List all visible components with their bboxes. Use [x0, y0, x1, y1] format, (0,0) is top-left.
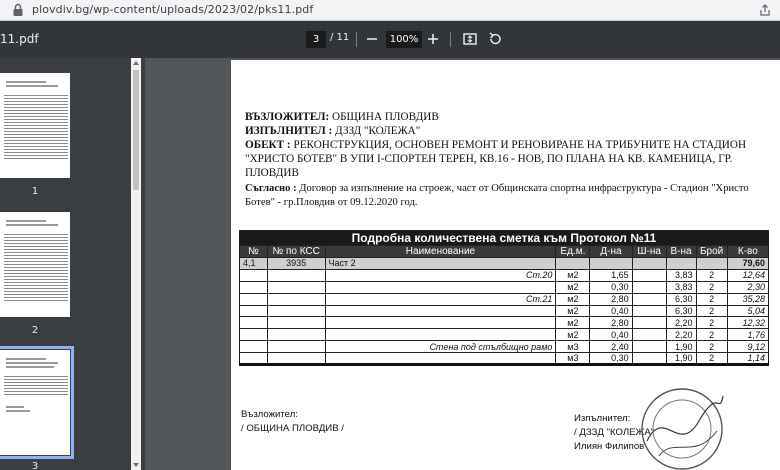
cell-width: [632, 305, 666, 317]
cell-unit: м2: [556, 269, 590, 281]
cell-unit: [556, 258, 590, 270]
cell-height: 6,30: [666, 305, 696, 317]
cell-height: 1,90: [666, 341, 696, 353]
col-header: Ш-на: [632, 246, 666, 258]
cell-no: [240, 341, 268, 353]
thumbnail-label: 1: [31, 186, 39, 197]
zoom-out-icon[interactable]: [363, 30, 381, 48]
scroll-up-icon[interactable]: [133, 61, 139, 65]
cell-unit: м3: [556, 353, 590, 365]
cell-width: [632, 281, 666, 293]
cell-no: [240, 353, 268, 365]
table-row: [240, 353, 769, 365]
cell-kss: [267, 269, 325, 281]
assignor-org: / ОБЩИНА ПЛОВДИВ /: [241, 423, 344, 434]
cell-height: 3,83: [666, 281, 696, 293]
cell-length: 2,80: [590, 293, 632, 305]
col-header: Ед.м.: [556, 246, 590, 258]
cell-height: [666, 258, 696, 270]
zoom-in-icon[interactable]: [424, 30, 442, 48]
fit-page-icon[interactable]: [461, 30, 479, 48]
cell-kss: [267, 281, 325, 293]
table-row-summary: [240, 258, 769, 270]
sidebar-scrollbar[interactable]: [131, 58, 141, 470]
cell-no: [240, 317, 268, 329]
url-text[interactable]: plovdiv.bg/wp-content/uploads/2023/02/pks11.pdf: [32, 3, 314, 16]
thumbnail-sidebar: [0, 58, 145, 470]
cell-no: [240, 329, 268, 341]
cell-no: [240, 281, 268, 293]
cell-name: [325, 353, 556, 365]
cell-no: [240, 293, 268, 305]
col-header: Наименование: [325, 246, 556, 258]
cell-qty: 5,04: [727, 305, 768, 317]
cell-count: 2: [696, 353, 727, 365]
address-bar[interactable]: [0, 0, 780, 21]
cell-height: 6,30: [666, 293, 696, 305]
cell-length: 1,65: [590, 269, 632, 281]
cell-length: 0,30: [590, 353, 632, 365]
cell-count: 2: [696, 341, 727, 353]
cell-count: [696, 258, 727, 270]
cell-unit: м2: [556, 305, 590, 317]
col-header: №: [240, 246, 268, 258]
cell-width: [632, 329, 666, 341]
cell-kss: [267, 353, 325, 365]
col-header: В-на: [666, 246, 696, 258]
page-thumbnail[interactable]: [0, 212, 70, 317]
cell-length: 2,40: [590, 341, 632, 353]
cell-height: 2,20: [666, 317, 696, 329]
cell-kss: [267, 317, 325, 329]
table-row: [240, 341, 769, 353]
cell-width: [632, 269, 666, 281]
table-row: [240, 329, 769, 341]
cell-name: Стена под стълбищно рамо: [325, 341, 556, 353]
page-total: / 11: [330, 32, 350, 43]
agreement-line: Съгласно : Договор за изпълнение на строеж, част от Общинската спортна инфраструктура - Стадион "Христо Ботев" - гр.Пловдив от 09.12.2020 год.: [245, 183, 749, 208]
contractor-role: Изпълнител:: [574, 413, 631, 424]
cell-count: 2: [696, 293, 727, 305]
cell-qty: 35,28: [727, 293, 768, 305]
cell-width: [632, 317, 666, 329]
toolbar-divider: [450, 32, 451, 47]
contractor-name: Илиян Филипов: [574, 441, 645, 452]
col-header: Брой: [696, 246, 727, 258]
page-number-input[interactable]: 3: [306, 31, 326, 48]
cell-kss: [267, 329, 325, 341]
cell-length: 0,40: [590, 305, 632, 317]
table-title: Подробна количествена сметка към Протокол №11: [240, 231, 769, 246]
col-header: № по КСС: [267, 246, 325, 258]
contractor-org: / ДЗЗД "КОЛЕЖА": [574, 427, 655, 438]
company-stamp: [639, 386, 725, 470]
thumbnail-label: 3: [31, 461, 39, 470]
cell-count: 2: [696, 281, 727, 293]
cell-length: [590, 258, 632, 270]
cell-unit: м2: [556, 293, 590, 305]
cell-no: [240, 305, 268, 317]
assignor-signature: [241, 408, 344, 436]
cell-name: [325, 317, 556, 329]
table-row: [240, 317, 769, 329]
file-title: 11.pdf: [0, 32, 39, 46]
pdf-viewer[interactable]: [145, 58, 780, 470]
cell-name: [325, 281, 556, 293]
object-line: ОБЕКТ : РЕКОНСТРУКЦИЯ, ОСНОВЕН РЕМОНТ И РЕНОВИРАНЕ НА ТРИБУНИТЕ НА СТАДИОН "ХРИСТО БОТЕВ" В УПИ I-СПОРТЕН ТЕРЕН, КВ.16 - НОВ, ПО ПЛАНА НА КВ. КАМЕНИЦА, ГР. ПЛОВДИВ: [245, 139, 747, 179]
quantity-table: [239, 230, 769, 366]
cell-unit: м3: [556, 341, 590, 353]
cell-height: 1,90: [666, 353, 696, 365]
table-header-row: [240, 246, 769, 258]
cell-count: 2: [696, 305, 727, 317]
cell-count: 2: [696, 269, 727, 281]
assignor-role: Възложител:: [241, 409, 298, 420]
cell-qty: 12,64: [727, 269, 768, 281]
page-thumbnail[interactable]: [0, 73, 70, 178]
cell-qty: 1,76: [727, 329, 768, 341]
cell-unit: м2: [556, 329, 590, 341]
cell-qty: 1,14: [727, 353, 768, 365]
cell-width: [632, 353, 666, 365]
scrollbar-thumb[interactable]: [133, 70, 139, 190]
cell-height: 3,83: [666, 269, 696, 281]
table-row: [240, 281, 769, 293]
cell-unit: м2: [556, 317, 590, 329]
col-header: Д-на: [590, 246, 632, 258]
cell-width: [632, 258, 666, 270]
thumbnail-label: 2: [31, 325, 39, 336]
table-row: [240, 293, 769, 305]
table-row: [240, 269, 769, 281]
cell-length: 0,30: [590, 281, 632, 293]
zoom-level-input[interactable]: 100%: [386, 31, 422, 48]
cell-height: 2,20: [666, 329, 696, 341]
cell-qty: 9,12: [727, 341, 768, 353]
assignor-line: ВЪЗЛОЖИТЕЛ: ОБЩИНА ПЛОВДИВ: [245, 111, 439, 123]
cell-no: 4,1: [240, 258, 268, 270]
toolbar-divider: [356, 32, 357, 47]
lock-icon: [12, 3, 24, 17]
rotate-icon[interactable]: [486, 30, 504, 48]
cell-no: [240, 269, 268, 281]
cell-length: 0,40: [590, 329, 632, 341]
cell-unit: м2: [556, 281, 590, 293]
cell-kss: [267, 305, 325, 317]
contractor-line: ИЗПЪЛНИТЕЛ : ДЗЗД "КОЛЕЖА": [245, 125, 421, 137]
cell-name: [325, 305, 556, 317]
cell-qty: 12,32: [727, 317, 768, 329]
cell-name: Ст.20: [325, 269, 556, 281]
scroll-down-icon[interactable]: [133, 463, 139, 467]
document-header: [245, 110, 767, 210]
table-row: [240, 305, 769, 317]
cell-qty: 2,30: [727, 281, 768, 293]
cell-kss: [267, 341, 325, 353]
pdf-page: [231, 60, 780, 470]
col-header: К-во: [727, 246, 768, 258]
cell-count: 2: [696, 317, 727, 329]
cell-count: 2: [696, 329, 727, 341]
cell-name: Част 2: [325, 258, 556, 270]
page-thumbnail-selected[interactable]: [0, 350, 70, 455]
cell-name: [325, 329, 556, 341]
cell-kss: 3935: [267, 258, 325, 270]
cell-width: [632, 341, 666, 353]
cell-length: 2,80: [590, 317, 632, 329]
share-icon[interactable]: [758, 3, 772, 17]
cell-kss: [267, 293, 325, 305]
cell-width: [632, 293, 666, 305]
cell-name: Ст.21: [325, 293, 556, 305]
cell-qty: 79,60: [727, 258, 768, 270]
pdf-toolbar: [0, 21, 780, 58]
